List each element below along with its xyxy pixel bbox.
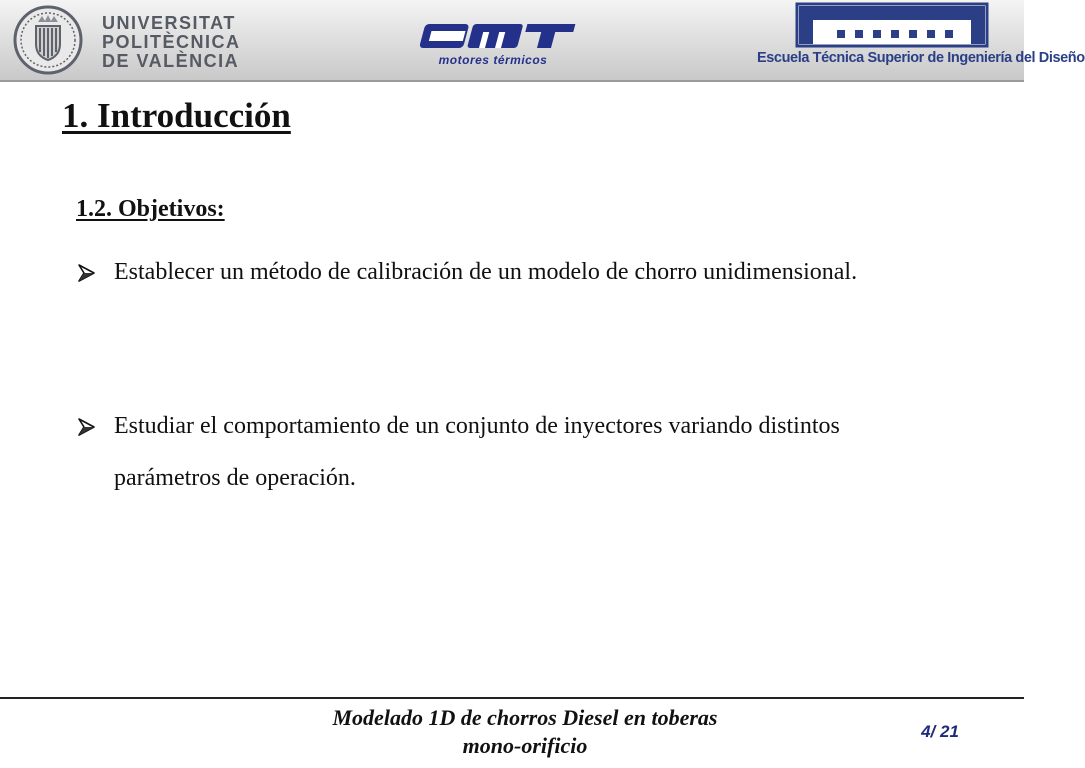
arrow-bullet-icon <box>76 262 98 284</box>
footer-title-line-2: mono-orificio <box>462 733 588 758</box>
footer-title-line-1: Modelado 1D de chorros Diesel en toberas <box>332 705 718 730</box>
section-heading: 1.2. Objetivos: <box>76 196 225 222</box>
upv-logo <box>10 4 242 76</box>
page-number: 4/ 21 <box>921 722 959 741</box>
footer-title <box>260 704 790 760</box>
footer-divider <box>0 697 1024 699</box>
arrow-bullet-icon <box>76 416 98 438</box>
bullet-text: Estudiar el comportamiento de un conjunto de inyectores variando distintos parámetros de operación. <box>114 413 840 491</box>
upv-seal-icon <box>10 4 90 76</box>
etsid-wordmark: Escuela Técnica Superior de Ingeniería del Diseño <box>757 50 1085 66</box>
upv-line-2: POLITÈCNICA <box>102 32 241 52</box>
bullet-text: Establecer un método de calibración de un modelo de chorro unidimensional. <box>114 259 858 285</box>
cmt-subtitle: motores térmicos <box>438 53 548 67</box>
slide-title: 1. Introducción <box>62 96 291 135</box>
upv-line-1: UNIVERSITAT <box>102 13 236 33</box>
upv-line-3: DE VALÈNCIA <box>102 51 240 71</box>
upv-wordmark <box>102 14 241 71</box>
etsid-building-icon <box>797 4 987 46</box>
header-banner <box>0 0 1085 82</box>
